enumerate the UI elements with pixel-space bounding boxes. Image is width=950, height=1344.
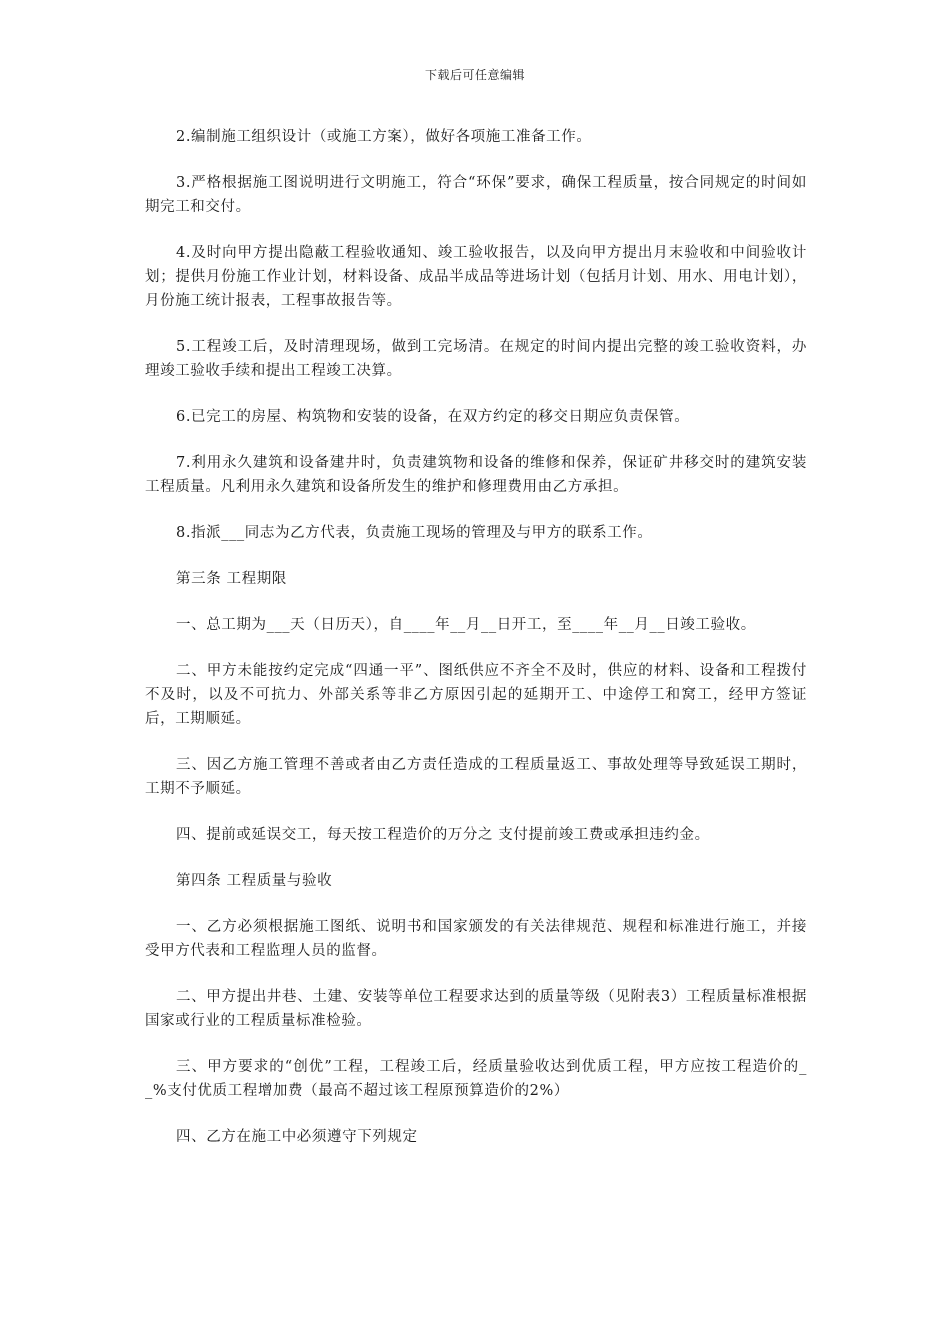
- clause-paragraph: 三、甲方要求的“创优”工程，工程竣工后，经质量验收达到优质工程，甲方应按工程造价的__%支付优质工程增加费（最高不超过该工程原预算造价的2%）: [145, 1059, 807, 1099]
- clause-paragraph: 一、乙方必须根据施工图纸、说明书和国家颁发的有关法律规范、规程和标准进行施工，并接受甲方代表和工程监理人员的监督。: [145, 919, 807, 959]
- page-header-note: 下载后可任意编辑: [424, 68, 525, 82]
- clause-paragraph: 四、乙方在施工中必须遵守下列规定: [176, 1129, 418, 1145]
- document-body: [145, 125, 807, 1171]
- clause-paragraph: 7.利用永久建筑和设备建井时，负责建筑物和设备的维修和保养，保证矿井移交时的建筑安装工程质量。凡利用永久建筑和设备所发生的维护和修理费用由乙方承担。: [145, 455, 807, 495]
- clause-paragraph: 二、甲方提出井巷、土建、安装等单位工程要求达到的质量等级（见附表3）工程质量标准根据国家或行业的工程质量标准检验。: [145, 989, 807, 1029]
- clause-paragraph: 四、提前或延误交工，每天按工程造价的万分之 支付提前竣工费或承担违约金。: [176, 827, 710, 843]
- article-heading: 第三条 工程期限: [176, 571, 287, 587]
- clause-paragraph: 一、总工期为___天（日历天），自____年__月__日开工，至____年__月__日竣工验收。: [176, 617, 756, 633]
- article-heading: 第四条 工程质量与验收: [176, 873, 333, 889]
- clause-paragraph: 5.工程竣工后，及时清理现场，做到工完场清。在规定的时间内提出完整的竣工验收资料，办理竣工验收手续和提出工程竣工决算。: [145, 339, 807, 379]
- clause-paragraph: 2.编制施工组织设计（或施工方案），做好各项施工准备工作。: [176, 129, 592, 145]
- clause-paragraph: 二、甲方未能按约定完成“四通一平”、图纸供应不齐全不及时，供应的材料、设备和工程拨付不及时，以及不可抗力、外部关系等非乙方原因引起的延期开工、中途停工和窝工，经甲方签证后，工期顺延。: [145, 663, 807, 727]
- clause-paragraph: 8.指派___同志为乙方代表，负责施工现场的管理及与甲方的联系工作。: [176, 525, 653, 541]
- clause-paragraph: 4.及时向甲方提出隐蔽工程验收通知、竣工验收报告，以及向甲方提出月末验收和中间验收计划；提供月份施工作业计划，材料设备、成品半成品等进场计划（包括月计划、用水、用电计划），月份施工统计报表，工程事故报告等。: [145, 245, 807, 309]
- clause-paragraph: 三、因乙方施工管理不善或者由乙方责任造成的工程质量返工、事故处理等导致延误工期时，工期不予顺延。: [145, 757, 807, 797]
- clause-paragraph: 6.已完工的房屋、构筑物和安装的设备，在双方约定的移交日期应负责保管。: [176, 409, 690, 425]
- clause-paragraph: 3.严格根据施工图说明进行文明施工，符合“环保”要求，确保工程质量，按合同规定的时间如期完工和交付。: [145, 175, 807, 215]
